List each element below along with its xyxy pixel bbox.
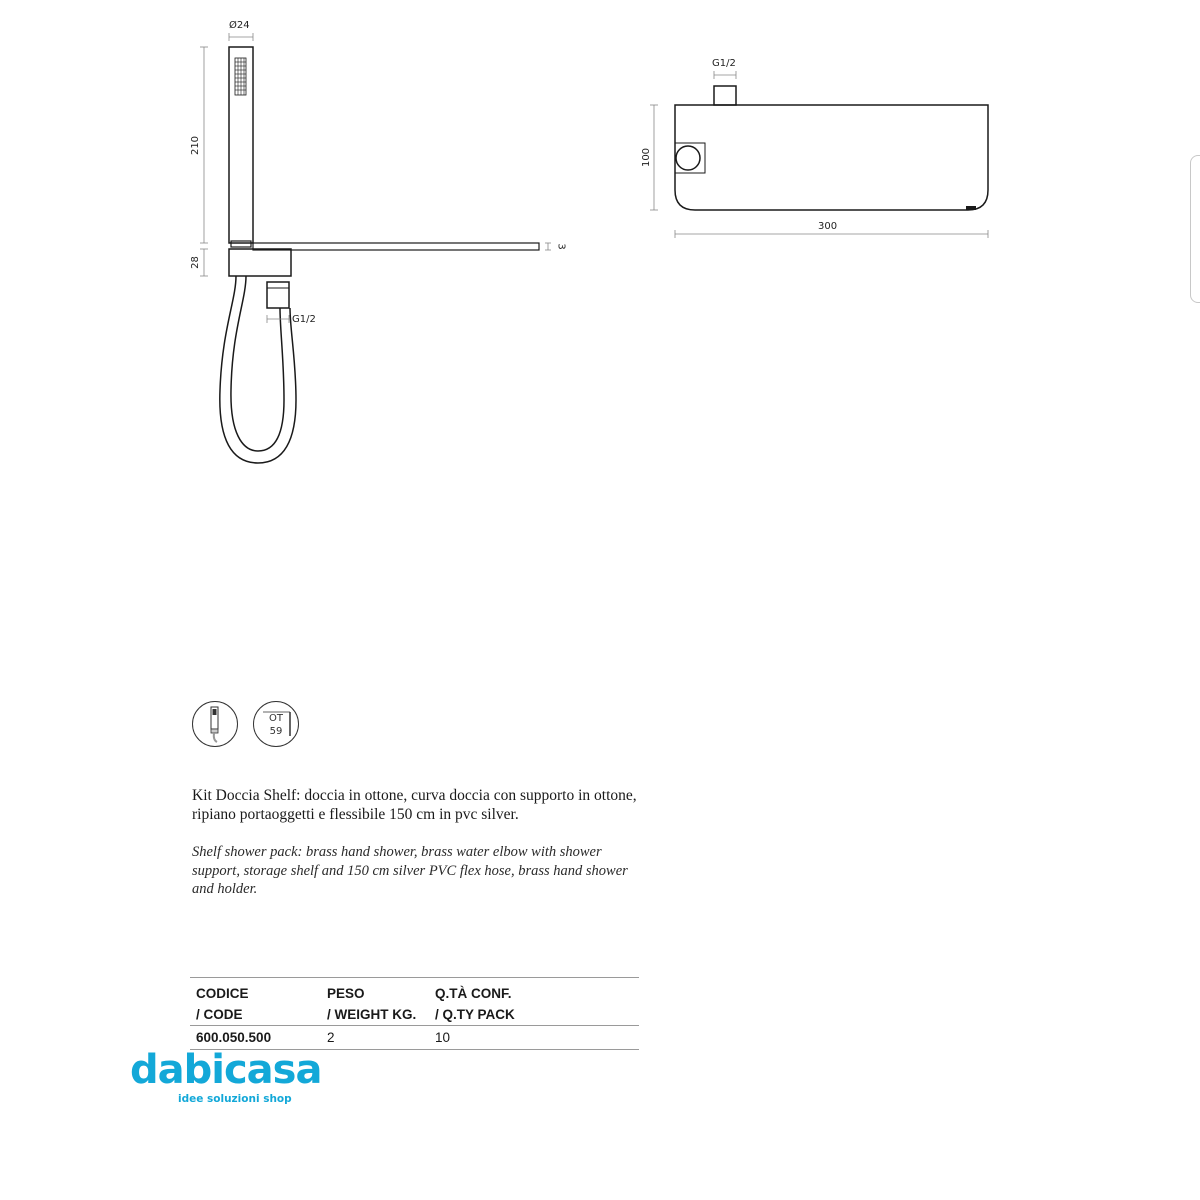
dim-height-label: 210 <box>190 135 202 156</box>
table-row <box>190 1025 639 1049</box>
cell-weight: 2 <box>327 1030 335 1045</box>
top-dim-width-label: 300 <box>818 221 838 232</box>
hand-shower-icon <box>193 702 237 746</box>
material-code-line2: 59 <box>269 726 283 737</box>
spec-table <box>190 977 639 1050</box>
dim-base-label: 28 <box>189 256 201 269</box>
top-connector <box>714 86 736 105</box>
spec-table-header <box>190 978 639 1025</box>
material-code-line1: OT <box>269 713 283 724</box>
shelf-outline <box>675 105 988 210</box>
dim-diameter-label: Ø24 <box>229 20 250 31</box>
brass-material-badge <box>253 701 299 747</box>
dim-shelf-thickness-label: 3 <box>555 243 567 250</box>
dabicasa-tagline: idee soluzioni shop <box>178 1093 292 1105</box>
hand-shower-badge <box>192 701 238 747</box>
side-panel-handle[interactable] <box>1190 155 1200 303</box>
dim-connection-label: G1/2 <box>292 314 316 325</box>
top-dim-connection-label: G1/2 <box>712 58 736 69</box>
header-quantity: Q.TÀ CONF. / Q.TY PACK <box>435 986 515 1022</box>
cell-quantity: 10 <box>435 1030 451 1045</box>
dabicasa-logo: dabicasa <box>130 1047 322 1093</box>
shower-holder <box>676 146 700 170</box>
description-italian: Kit Doccia Shelf: doccia in ottone, curva doccia con supporto in ottone, ripiano portaoggetti e flessibile 150 cm in pvc silver. <box>192 787 637 823</box>
cell-code: 600.050.500 <box>196 1030 272 1045</box>
description-english: Shelf shower pack: brass hand shower, brass water elbow with shower support, storage shelf and 150 cm silver PVC flex hose, brass hand shower and holder. <box>192 844 628 897</box>
flex-hose-inner <box>231 276 284 451</box>
header-weight: PESO / WEIGHT KG. <box>327 986 417 1022</box>
header-code: CODICE / CODE <box>196 986 249 1022</box>
top-view-lines <box>0 0 1200 300</box>
top-dim-height-label: 100 <box>641 147 653 168</box>
